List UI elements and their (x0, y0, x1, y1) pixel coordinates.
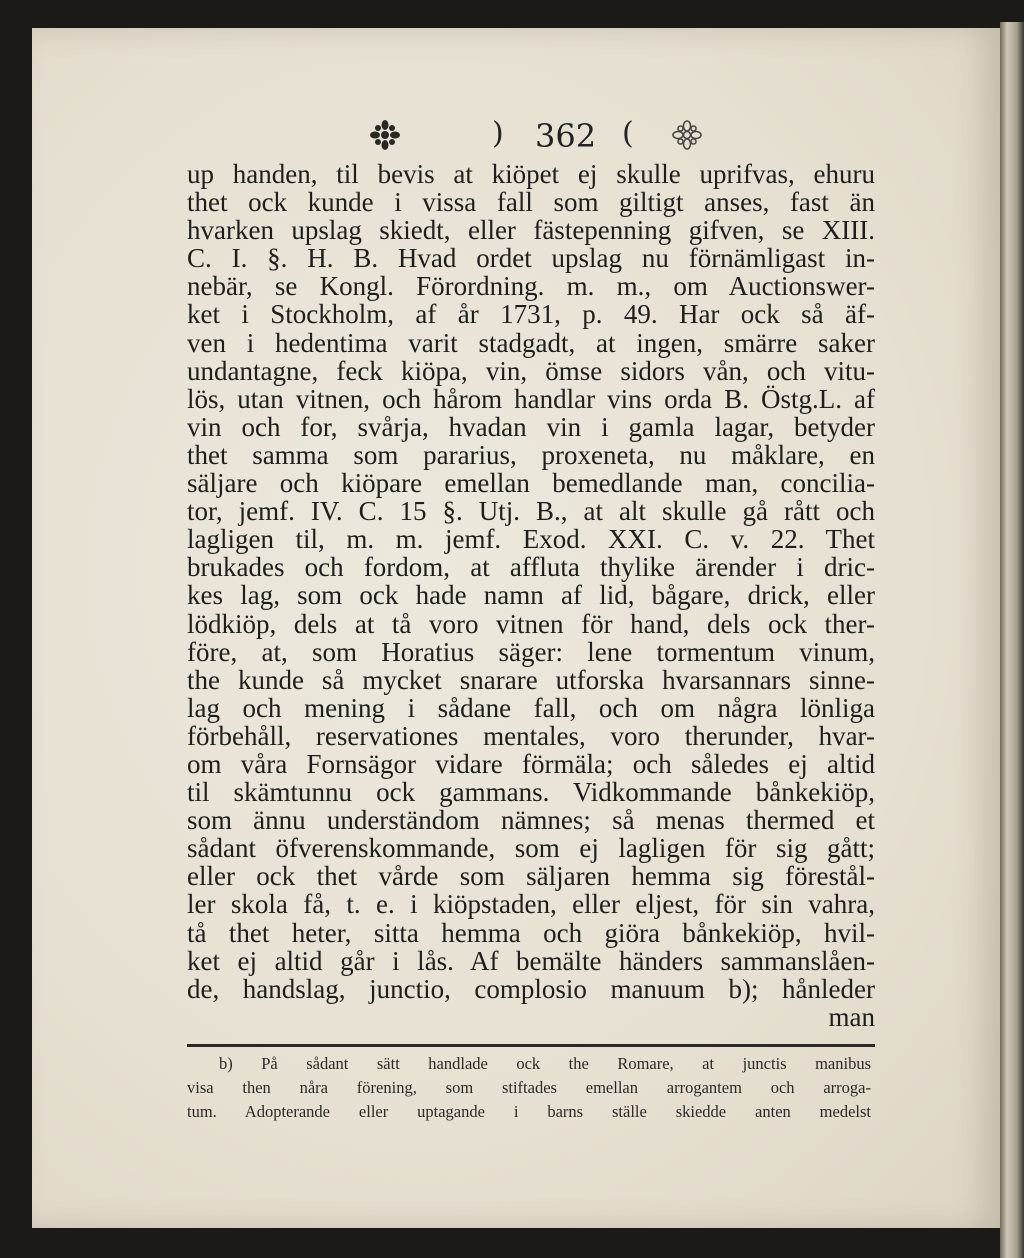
footnote-line: b) På sådant sätt handlade ock the Romare, at junctis manibus (219, 1054, 871, 1073)
text-line: til skämtunnu ock gammans. Vidkommande bånkekiöp, (187, 777, 875, 808)
text-line: sådant öfverenskommande, som ej lagligen för sig gått; (187, 833, 875, 864)
footnote-line: visa then nåra förening, som stiftades emellan arrogantem och arroga- (187, 1078, 871, 1097)
text-line: tå thet heter, sitta hemma och giöra bånkekiöp, hvil- (187, 917, 875, 948)
footnote-line: tum. Adopterande eller uptagande i barns ställe skiedde anten medelst (187, 1102, 871, 1121)
next-page-edge (1000, 22, 1024, 1258)
text-line: thet samma som pararius, proxeneta, nu måklare, en (187, 439, 875, 470)
main-text-block (187, 160, 875, 1031)
text-line: lös, utan vitnen, och hårom handlar vins orda B. Östg.L. af (187, 383, 875, 414)
footnote-rule (187, 1044, 875, 1047)
header-paren-left: ) (492, 116, 504, 151)
text-line: om våra Fornsägor vidare förmäla; och således ej altid (187, 748, 875, 779)
text-line: the kunde så mycket snarare utforska hvarsannars sinne- (187, 664, 875, 695)
text-line: lag och mening i sådane fall, och om några lönliga (187, 692, 875, 723)
text-line: de, handslag, junctio, complosio manuum b); hånleder (187, 973, 875, 1004)
text-line: säljare och kiöpare emellan bemedlande man, concilia- (187, 468, 875, 499)
text-line: undantagne, feck kiöpa, vin, ömse sidors vån, och vitu- (187, 355, 875, 386)
text-line: som ännu underständom nämnes; så menas thermed et (187, 805, 875, 836)
text-line: ket i Stockholm, af år 1731, p. 49. Har ock så äf- (187, 299, 875, 330)
text-line: ven i hedentima varit stadgadt, at ingen, smärre saker (187, 327, 875, 358)
text-line: tor, jemf. IV. C. 15 §. Utj. B., at alt skulle gå rått och (187, 496, 875, 527)
floral-ornament-icon (672, 120, 702, 150)
text-line: före, at, som Horatius säger: lene tormentum vinum, (187, 636, 875, 667)
text-line: kes lag, som ock hade namn af lid, bågare, drick, eller (187, 580, 875, 611)
text-line: ler skola få, t. e. i kiöpstaden, eller eljest, för sin vahra, (187, 889, 875, 920)
footnote-block (187, 1052, 871, 1124)
text-line: ket ej altid går i lås. Af bemälte händers sammanslåen- (187, 945, 875, 976)
text-line: brukades och fordom, at affluta thylike ärender i dric- (187, 552, 875, 583)
catchword: man (828, 1001, 875, 1032)
text-line: C. I. §. H. B. Hvad ordet upslag nu förnämligast in- (187, 243, 875, 274)
text-line: lagligen til, m. m. jemf. Exod. XXI. C. v. 22. Thet (187, 524, 875, 555)
page-number: 362 (535, 117, 597, 155)
header-paren-right: ( (622, 116, 634, 151)
text-line: förbehåll, reservationes mentales, voro therunder, hvar- (187, 720, 875, 751)
text-line: nebär, se Kongl. Förordning. m. m., om Auctionswer- (187, 271, 875, 302)
text-line: lödkiöp, dels at tå voro vitnen för hand, dels ock ther- (187, 608, 875, 639)
text-line: hvarken upslag skiedt, eller fästepenning gifven, se XIII. (187, 215, 875, 246)
text-line: thet ock kunde i vissa fall som giltigt anses, fast än (187, 187, 875, 218)
text-line: up handen, til bevis at kiöpet ej skulle uprifvas, ehuru (187, 159, 875, 189)
text-line: eller ock thet vårde som säljaren hemma sig förestål- (187, 861, 875, 892)
text-line: vin och for, svårja, hvadan vin i gamla lagar, betyder (187, 411, 875, 442)
floral-ornament-icon (370, 120, 400, 150)
